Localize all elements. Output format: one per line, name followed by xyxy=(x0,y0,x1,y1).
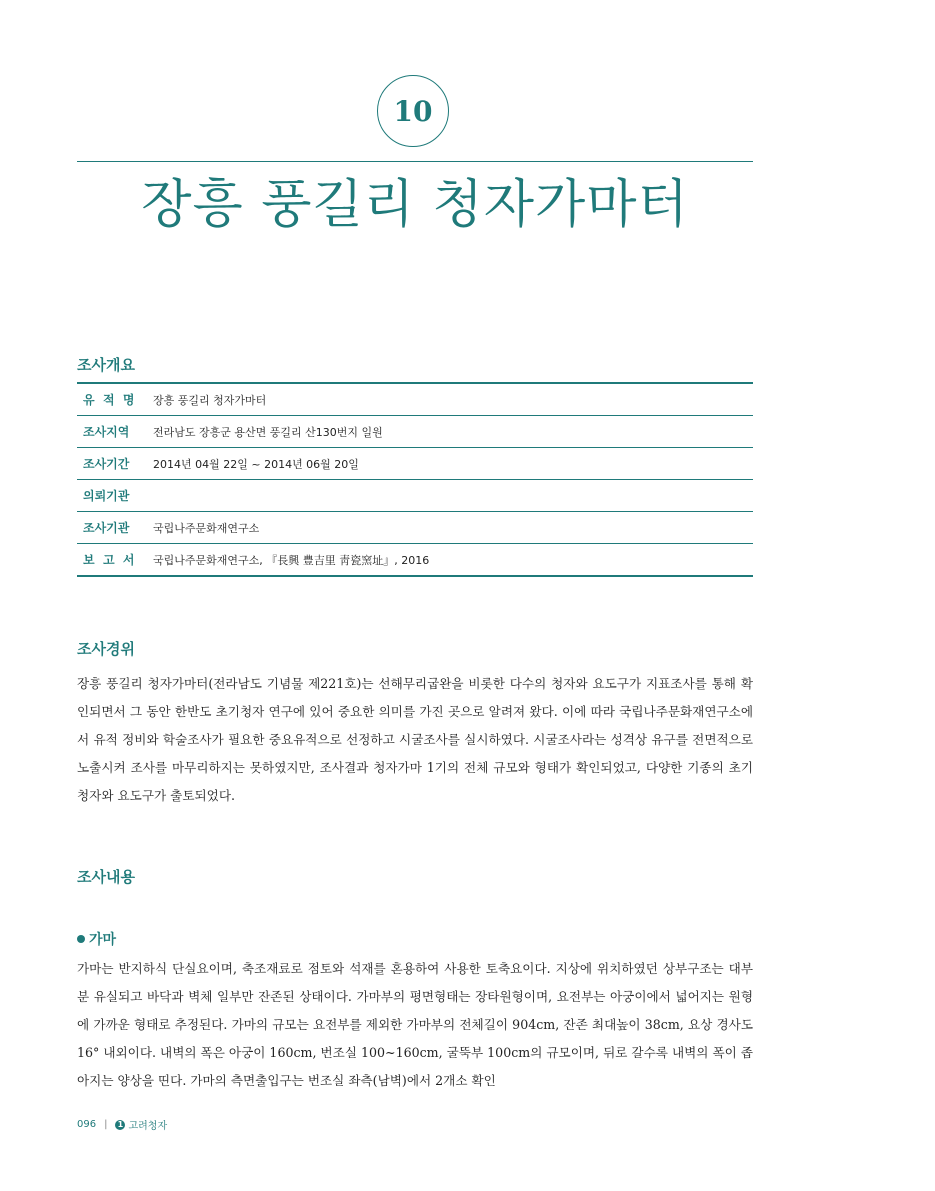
page-footer xyxy=(77,1117,167,1132)
page-number: 096 xyxy=(77,1119,97,1130)
background-heading: 조사경위 xyxy=(77,640,135,658)
kiln-heading-label: 가마 xyxy=(89,932,117,948)
row-label: 보 고 서 xyxy=(83,553,135,567)
kiln-paragraph: 가마는 반지하식 단실요이며, 축조재료로 점토와 석재를 혼용하여 사용한 토축요이다. 지상에 위치하였던 상부구조는 대부분 유실되고 바닥과 벽체 일부만 잔존된 상태이다. 가마부의 평면형태는 장타원형이며, 요전부는 아궁이에서 넓어지는 원형에 가까운 형태로 추정된다. 가마의 규모는 요전부를 제외한 가마부의 전체길이 904cm, 잔존 최대높이 38cm, 요상 경사도 16° 내외이다. 내벽의 폭은 아궁이 160cm, 번조실 100~160cm, 굴뚝부 100cm의 규모이며, 뒤로 갈수록 내벽의 폭이 좁아지는 양상을 띤다. 가마의 측면출입구는 번조실 좌측(남벽)에서 2개소 확인 xyxy=(77,961,753,1088)
page-title: 장흥 풍길리 청자가마터 xyxy=(141,175,689,235)
row-value: 2014년 04월 22일 ~ 2014년 06월 20일 xyxy=(153,457,359,471)
content-heading: 조사내용 xyxy=(77,868,135,886)
table-row xyxy=(77,416,753,448)
row-value: 전라남도 장흥군 용산면 풍길리 산130번지 일원 xyxy=(153,425,383,439)
table-row xyxy=(77,512,753,544)
row-label: 조사기관 xyxy=(83,521,130,535)
section-badge-icon: 1 xyxy=(115,1120,125,1130)
row-value: 국립나주문화재연구소, 『長興 豊吉里 靑瓷窯址』, 2016 xyxy=(153,553,430,567)
row-value: 국립나주문화재연구소 xyxy=(153,521,260,535)
bullet-icon xyxy=(77,935,85,943)
overview-table xyxy=(77,382,753,577)
footer-section: 고려청자 xyxy=(128,1121,168,1132)
chapter-number: 10 xyxy=(377,75,449,147)
table-row xyxy=(77,544,753,575)
footer-separator: | xyxy=(104,1119,108,1130)
row-label: 조사지역 xyxy=(83,425,130,439)
table-row xyxy=(77,480,753,512)
kiln-heading xyxy=(77,929,116,949)
row-label: 의뢰기관 xyxy=(83,489,130,503)
row-label: 유 적 명 xyxy=(83,393,135,407)
row-value: 장흥 풍길리 청자가마터 xyxy=(153,393,267,407)
title-divider xyxy=(77,161,753,162)
table-row xyxy=(77,384,753,416)
overview-heading: 조사개요 xyxy=(77,356,135,374)
row-label: 조사기간 xyxy=(83,457,130,471)
table-row xyxy=(77,448,753,480)
background-paragraph: 장흥 풍길리 청자가마터(전라남도 기념물 제221호)는 선해무리굽완을 비롯한 다수의 청자와 요도구가 지표조사를 통해 확인되면서 그 동안 한반도 초기청자 연구에 있어 중요한 의미를 가진 곳으로 알려져 왔다. 이에 따라 국립나주문화재연구소에서 유적 정비와 학술조사가 필요한 중요유적으로 선정하고 시굴조사를 실시하였다. 시굴조사라는 성격상 유구를 전면적으로 노출시켜 조사를 마무리하지는 못하였지만, 조사결과 청자가마 1기의 전체 규모와 형태가 확인되었고, 다양한 기종의 초기청자와 요도구가 출토되었다. xyxy=(77,676,753,803)
